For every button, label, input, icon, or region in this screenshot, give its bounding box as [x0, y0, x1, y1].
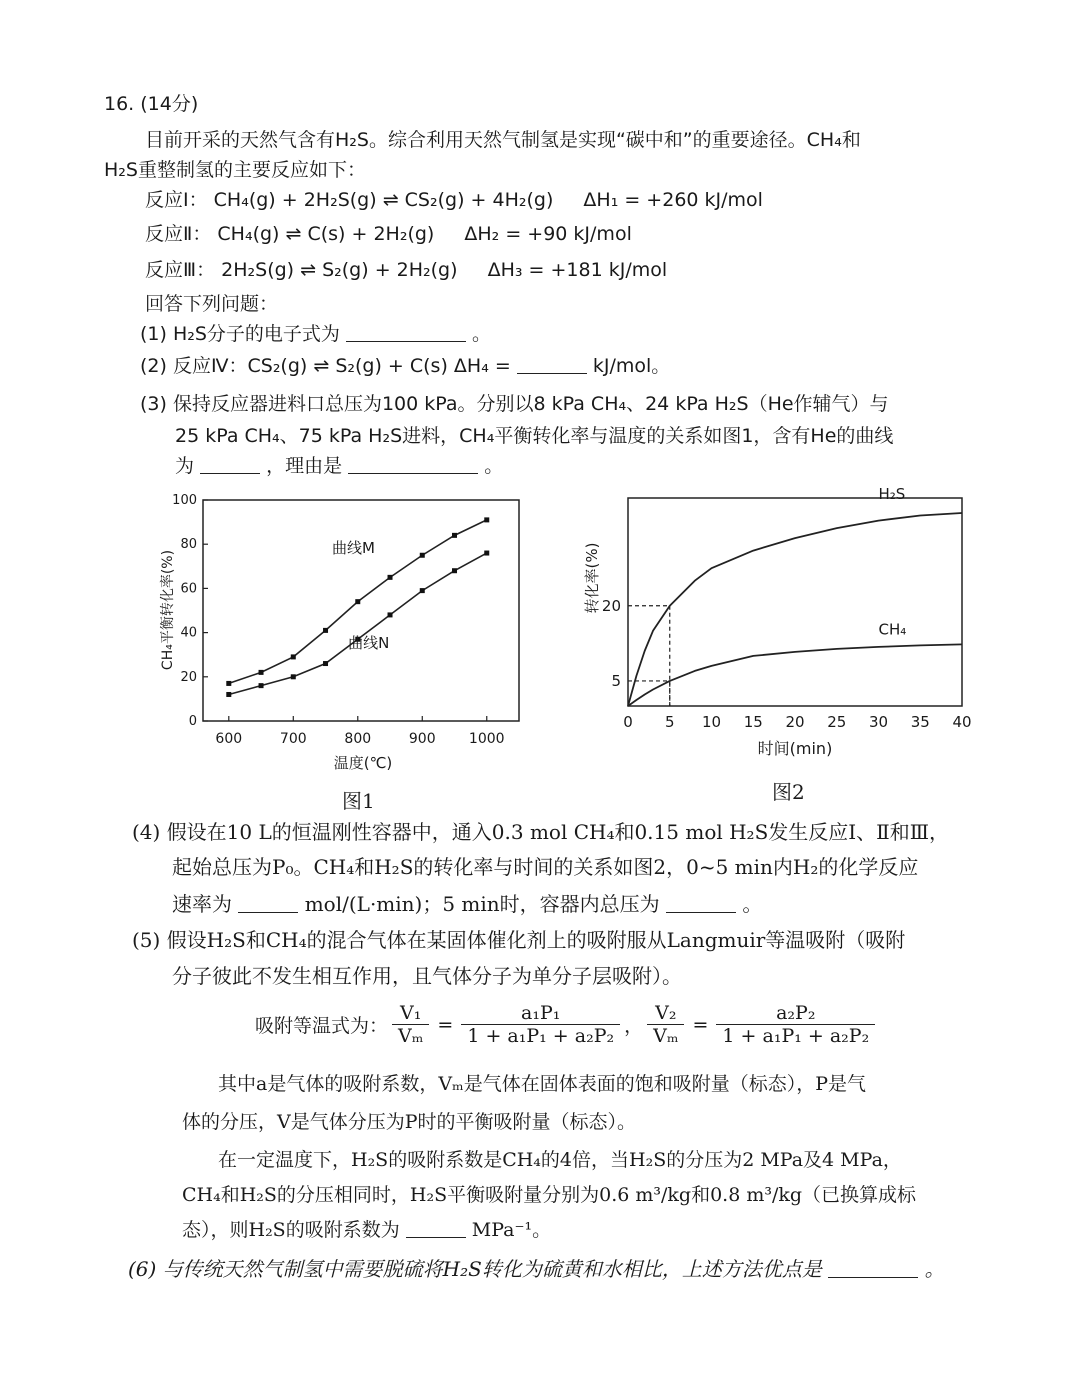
fraction-numerator: a₁P₁ — [461, 1002, 620, 1025]
question-number: 16. — [104, 93, 135, 115]
fraction — [392, 1002, 429, 1047]
answer-blank[interactable] — [517, 353, 587, 374]
data-point — [323, 628, 328, 633]
x-tick-label: 5 — [664, 713, 675, 731]
question-5-text: MPa⁻¹。 — [471, 1219, 552, 1241]
reaction-label: 反应Ⅰ： — [145, 189, 208, 211]
series-label: H₂S — [878, 488, 906, 504]
langmuir-formula — [255, 1002, 879, 1047]
prompt: 回答下列问题： — [145, 293, 279, 315]
data-point — [226, 692, 231, 697]
y-tick-label: 0 — [188, 714, 197, 729]
reaction-label: 反应Ⅲ： — [145, 259, 216, 281]
y-tick-label: 5 — [611, 671, 621, 690]
question-6 — [128, 1255, 945, 1283]
question-5-cond-2: CH₄和H₂S的分压相同时，H₂S平衡吸附量分别为0.6 m³/kg和0.8 m³/kg（已换算成标 — [182, 1184, 917, 1206]
answer-blank[interactable] — [200, 453, 260, 474]
reaction-enthalpy: ΔH₂ = +90 kJ/mol — [464, 223, 632, 245]
answer-blank[interactable] — [828, 1257, 918, 1278]
question-5-text: 态），则H₂S的吸附系数为 — [182, 1219, 400, 1241]
fraction-denominator: Vₘ — [653, 1025, 679, 1047]
equals-sign: = — [692, 1013, 709, 1036]
series-label: 曲线M — [331, 539, 375, 558]
x-tick-label: 20 — [785, 713, 805, 731]
answer-blank[interactable] — [238, 892, 298, 913]
figure-2-caption: 图2 — [772, 780, 805, 804]
y-tick-label: 100 — [172, 493, 197, 508]
x-tick-label: 0 — [623, 713, 633, 731]
figure-1-chart — [150, 488, 550, 778]
question-3-text: 。 — [484, 455, 504, 477]
x-tick-label: 600 — [215, 731, 243, 747]
plot-frame — [628, 498, 962, 706]
question-2-text: (2) 反应Ⅳ：CS₂(g) ⇌ S₂(g) + C(s) ΔH₄ = — [140, 355, 511, 377]
fraction-denominator: Vₘ — [398, 1025, 424, 1047]
question-1 — [140, 320, 491, 348]
answer-blank[interactable] — [348, 453, 478, 474]
question-4-text: mol/(L·min)；5 min时，容器内总压为 — [304, 892, 660, 916]
question-6-end: 。 — [924, 1257, 945, 1281]
figure-1-caption: 图1 — [342, 789, 375, 813]
data-point — [388, 612, 393, 617]
answer-blank[interactable] — [406, 1217, 466, 1238]
data-point — [355, 599, 360, 604]
x-tick-label: 10 — [701, 713, 722, 731]
x-tick-label: 900 — [408, 731, 436, 747]
series-label: 曲线N — [348, 634, 390, 653]
data-point — [226, 681, 231, 686]
question-2-unit: kJ/mol。 — [592, 355, 671, 377]
y-axis-label: 转化率(%) — [583, 542, 601, 614]
y-tick-label: 40 — [180, 625, 197, 641]
reaction-label: 反应Ⅱ： — [145, 223, 212, 245]
data-point — [291, 654, 296, 659]
data-point — [323, 661, 328, 666]
fraction — [461, 1002, 620, 1047]
data-point — [420, 588, 425, 593]
fraction-numerator: V₂ — [647, 1002, 684, 1025]
data-point — [388, 575, 393, 580]
x-tick-label: 25 — [827, 713, 847, 731]
question-4-line-3 — [172, 890, 762, 918]
x-tick-label: 700 — [279, 731, 307, 747]
question-3-line-3 — [175, 452, 503, 480]
question-5-line-2: 分子彼此不发生相互作用，且气体分子为单分子层吸附）。 — [172, 964, 682, 988]
question-5-line-1: (5) 假设H₂S和CH₄的混合气体在某固体催化剂上的吸附服从Langmuir等温吸附（吸附 — [132, 928, 906, 952]
x-tick-label: 40 — [952, 713, 972, 731]
y-tick-label: 20 — [601, 596, 621, 615]
question-1-end: 。 — [472, 323, 492, 345]
question-header — [104, 90, 198, 118]
question-5-cond-1: 在一定温度下，H₂S的吸附系数是CH₄的4倍，当H₂S的分压为2 MPa及4 MPa， — [218, 1149, 902, 1171]
question-5-desc-2: 体的分压，V是气体分压为P时的平衡吸附量（标态）。 — [182, 1111, 637, 1133]
series-line-1 — [628, 644, 962, 706]
data-point — [452, 568, 457, 573]
question-4-text: 。 — [742, 892, 763, 916]
y-tick-label: 60 — [180, 581, 197, 597]
x-tick-label: 30 — [868, 713, 889, 731]
question-3-text: ，理由是 — [266, 455, 343, 477]
fraction-denominator: 1 + a₁P₁ + a₂P₂ — [467, 1025, 615, 1047]
question-5-desc-1: 其中a是气体的吸附系数，Vₘ是气体在固体表面的饱和吸附量（标态），P是气 — [218, 1073, 866, 1095]
question-1-text: (1) H₂S分子的电子式为 — [140, 323, 340, 345]
formula-label: 吸附等温式为： — [255, 1015, 389, 1037]
question-4-line-2: 起始总压为P₀。CH₄和H₂S的转化率与时间的关系如图2，0~5 min内H₂的化学反应 — [172, 855, 919, 879]
reaction-equation: CH₄(g) ⇌ C(s) + 2H₂(g) — [217, 223, 435, 245]
comma: ， — [624, 1015, 644, 1037]
reaction-3 — [145, 256, 667, 284]
series-line-1 — [229, 553, 487, 694]
reaction-enthalpy: ΔH₃ = +181 kJ/mol — [487, 259, 668, 281]
x-tick-label: 35 — [910, 713, 930, 731]
intro-line-1: 目前开采的天然气含有H₂S。综合利用天然气制氢是实现“碳中和”的重要途径。CH₄和 — [145, 129, 861, 151]
question-score: (14分) — [140, 93, 199, 115]
question-5-cond-3 — [182, 1216, 551, 1244]
question-4-line-1: (4) 假设在10 L的恒温刚性容器中，通入0.3 mol CH₄和0.15 mol H₂S发生反应Ⅰ、Ⅱ和Ⅲ， — [132, 820, 950, 844]
reaction-equation: CH₄(g) + 2H₂S(g) ⇌ CS₂(g) + 4H₂(g) — [213, 189, 554, 211]
question-4-text: 速率为 — [172, 892, 232, 916]
data-point — [259, 670, 264, 675]
data-point — [420, 553, 425, 558]
reaction-2 — [145, 220, 632, 248]
figure-2-chart — [575, 488, 995, 768]
reaction-enthalpy: ΔH₁ = +260 kJ/mol — [583, 189, 763, 211]
fraction-denominator: 1 + a₁P₁ + a₂P₂ — [722, 1025, 870, 1047]
data-point — [484, 517, 489, 522]
series-label: CH₄ — [878, 620, 907, 639]
fraction-numerator: V₁ — [392, 1002, 429, 1025]
y-axis-label: CH₄平衡转化率(%) — [160, 549, 176, 671]
question-2 — [140, 352, 670, 380]
y-tick-label: 20 — [180, 669, 197, 685]
x-axis-label: 温度(℃) — [333, 754, 393, 772]
reaction-equation: 2H₂S(g) ⇌ S₂(g) + 2H₂(g) — [221, 259, 458, 281]
answer-blank[interactable] — [346, 321, 466, 342]
question-3-line-2: 25 kPa CH₄、75 kPa H₂S进料，CH₄平衡转化率与温度的关系如图1，含有He的曲线 — [175, 425, 894, 447]
data-point — [259, 683, 264, 688]
equals-sign: = — [437, 1013, 454, 1036]
x-tick-label: 1000 — [468, 731, 505, 747]
reaction-1 — [145, 186, 763, 214]
answer-blank[interactable] — [666, 892, 736, 913]
x-axis-label: 时间(min) — [757, 739, 833, 758]
x-tick-label: 15 — [743, 713, 763, 731]
data-point — [484, 551, 489, 556]
data-point — [291, 674, 296, 679]
fraction-numerator: a₂P₂ — [716, 1002, 875, 1025]
data-point — [452, 533, 457, 538]
fraction — [716, 1002, 875, 1047]
intro-line-2: H₂S重整制氢的主要反应如下： — [104, 159, 366, 181]
x-tick-label: 800 — [344, 731, 372, 747]
question-3-text: 为 — [175, 455, 195, 477]
fraction — [647, 1002, 684, 1047]
question-6-text: (6) 与传统天然气制氢中需要脱硫将H₂S转化为硫黄和水相比，上述方法优点是 — [128, 1257, 822, 1281]
question-3-line-1: (3) 保持反应器进料口总压为100 kPa。分别以8 kPa CH₄、24 kPa H₂S（He作辅气）与 — [140, 393, 889, 415]
y-tick-label: 80 — [180, 537, 197, 553]
